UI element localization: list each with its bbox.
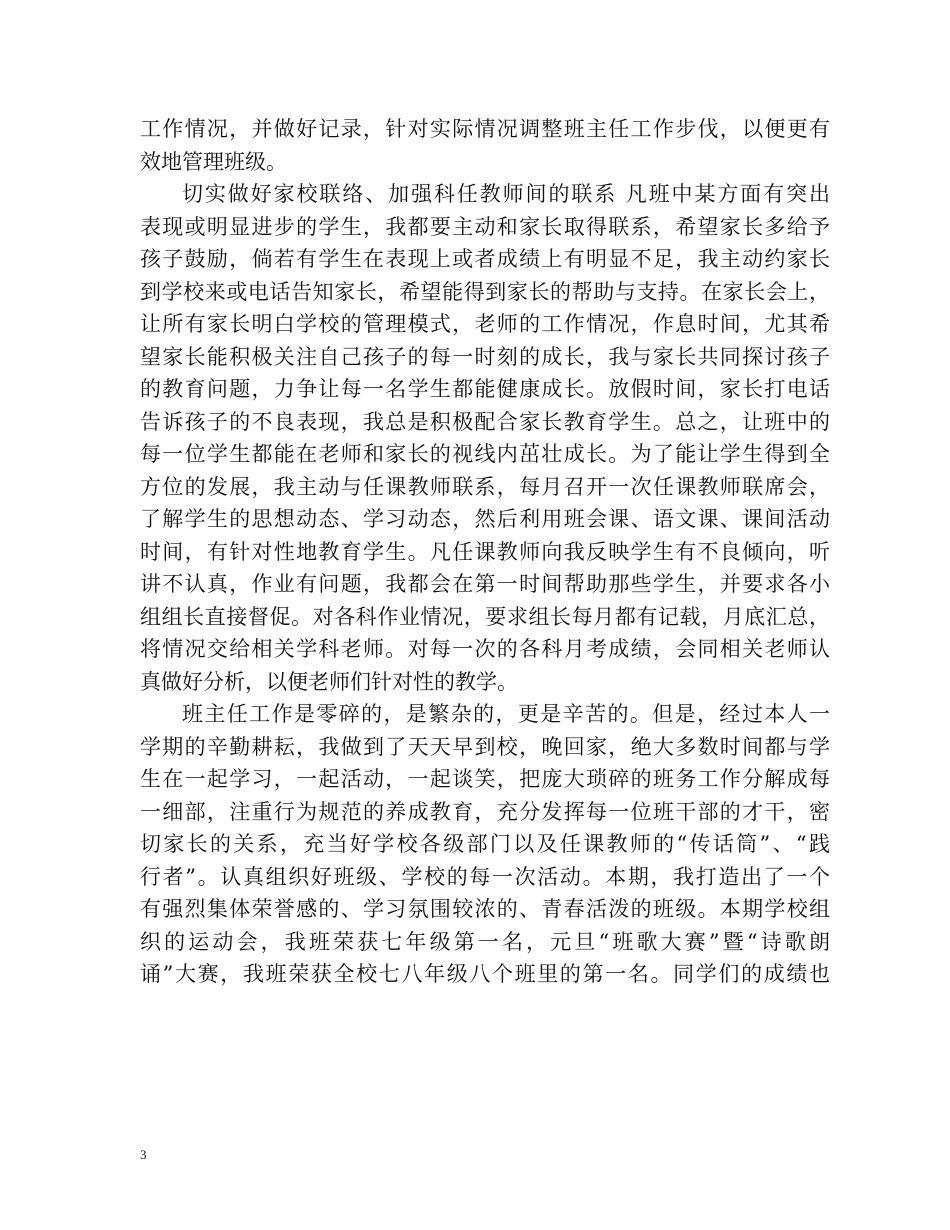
text-line: 表现或明显进步的学生，我都要主动和家长取得联系，希望家长多给予 xyxy=(140,214,830,239)
text-line: 学期的辛勤耕耘，我做到了天天早到校，晚回家，绝大多数时间都与学 xyxy=(140,734,830,759)
paragraph xyxy=(140,698,830,991)
text-line: 班主任工作是零碎的，是繁杂的，更是辛苦的。但是，经过本人一 xyxy=(182,702,830,726)
text-line: 的教育问题，力争让每一名学生都能健康成长。放假时间，家长打电话 xyxy=(140,377,830,401)
text-line: 组组长直接督促。对各科作业情况，要求组长每月都有记载，月底汇总， xyxy=(140,604,830,629)
text-line: 效地管理班级。 xyxy=(140,149,287,174)
text-line: 一细部，注重行为规范的养成教育，充分发挥每一位班干部的才干，密 xyxy=(140,799,830,824)
text-line: 每一位学生都能在老师和家长的视线内茁壮成长。为了能让学生得到全 xyxy=(140,442,830,466)
text-line: 生在一起学习，一起活动，一起谈笑，把庞大琐碎的班务工作分解成每 xyxy=(140,767,830,791)
text-line: 让所有家长明白学校的管理模式，老师的工作情况，作息时间，尤其希 xyxy=(140,312,830,336)
text-line: 切实做好家校联络、加强科任教师间的联系 凡班中某方面有突出 xyxy=(182,182,830,206)
text-line: 织的运动会，我班荣获七年级第一名，元旦“班歌大赛”暨“诗歌朗 xyxy=(140,929,830,954)
text-line: 告诉孩子的不良表现，我总是积极配合家长教育学生。总之，让班中的 xyxy=(140,409,830,434)
text-line: 望家长能积极关注自己孩子的每一时刻的成长，我与家长共同探讨孩子 xyxy=(140,344,830,369)
text-line: 将情况交给相关学科老师。对每一次的各科月考成绩，会同相关老师认 xyxy=(140,637,830,661)
text-line: 诵”大赛，我班荣获全校七八年级八个班里的第一名。同学们的成绩也 xyxy=(140,962,830,986)
text-line: 时间，有针对性地教育学生。凡任课教师向我反映学生有不良倾向，听 xyxy=(140,539,830,564)
page-number: 3 xyxy=(140,1147,147,1162)
text-line: 了解学生的思想动态、学习动态，然后利用班会课、语文课、课间活动 xyxy=(140,507,830,531)
text-line: 工作情况，并做好记录，针对实际情况调整班主任工作步伐，以便更有 xyxy=(140,117,830,141)
text-line: 切家长的关系，充当好学校各级部门以及任课教师的“传话筒”、“践 xyxy=(140,832,830,856)
text-line: 方位的发展，我主动与任课教师联系，每月召开一次任课教师联席会， xyxy=(140,474,830,499)
paragraph xyxy=(140,113,830,178)
text-line: 行者”。认真组织好班级、学校的每一次活动。本期，我打造出了一个 xyxy=(140,864,830,889)
paragraph xyxy=(140,178,830,698)
text-line: 到学校来或电话告知家长，希望能得到家长的帮助与支持。在家长会上， xyxy=(140,279,830,304)
text-line: 有强烈集体荣誉感的、学习氛围较浓的、青春活泼的班级。本期学校组 xyxy=(140,897,830,921)
document-body xyxy=(140,113,830,991)
text-line: 讲不认真，作业有问题，我都会在第一时间帮助那些学生，并要求各小 xyxy=(140,572,830,596)
text-line: 孩子鼓励，倘若有学生在表现上或者成绩上有明显不足，我主动约家长 xyxy=(140,247,830,271)
text-line: 真做好分析，以便老师们针对性的教学。 xyxy=(140,669,518,694)
